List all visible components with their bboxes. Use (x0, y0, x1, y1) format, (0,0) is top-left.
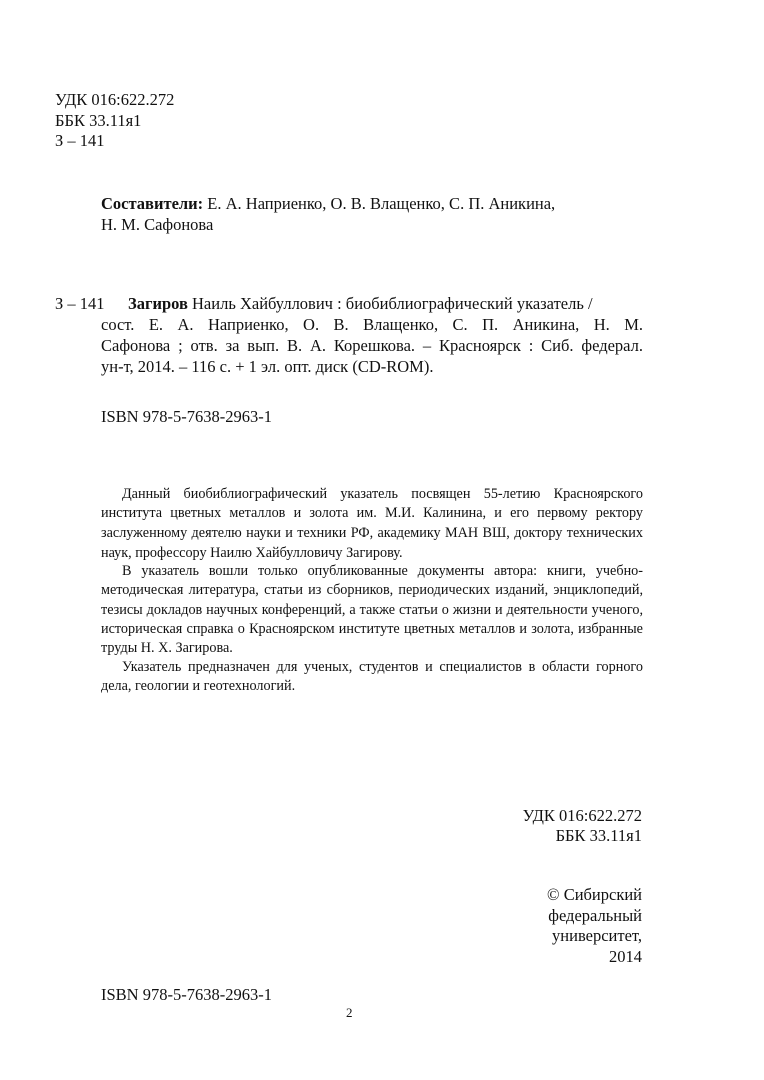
entry-line-3: Сафонова ; отв. за вып. В. А. Корешкова. – Красноярск : Сиб. федерал. (101, 336, 643, 355)
isbn-top: ISBN 978-5-7638-2963-1 (101, 407, 272, 426)
compilers-names: Е. А. Наприенко, О. В. Влащенко, С. П. Аникина, (207, 194, 556, 213)
copyright-symbol: © (547, 885, 560, 904)
isbn-bottom: ISBN 978-5-7638-2963-1 (101, 985, 272, 1004)
abstract-line: дела, геологии и геотехнологий. (101, 678, 296, 694)
abstract-line: заслуженному деятелю науки и техники РФ, академику МАН ВШ, доктору технических (101, 525, 643, 541)
copyright-year: 2014 (609, 947, 642, 966)
abstract-line: Указатель предназначен для ученых, студентов и специалистов в области горного (122, 659, 643, 675)
entry-title: Наиль Хайбуллович : биобиблиографический указатель / (192, 294, 593, 313)
copyright-line-3: университет, (552, 926, 642, 945)
abstract-line: методическая литература, статьи из сборников, периодических изданий, энциклопедий, (101, 582, 643, 598)
bbk-code: ББК 33.11я1 (55, 111, 142, 130)
entry-author: Загиров (128, 294, 188, 313)
copyright-holder: Сибирский (563, 885, 642, 904)
copyright-line-1 (547, 887, 642, 904)
author-mark: З – 141 (55, 131, 105, 150)
copyright-line-2: федеральный (548, 906, 642, 925)
abstract-line: института цветных металлов и золота им. М.И. Калинина, и его первому ректору (101, 505, 643, 521)
entry-line-2: сост. Е. А. Наприенко, О. В. Влащенко, С. П. Аникина, Н. М. (101, 315, 643, 334)
abstract-line: наук, профессору Наилю Хайбулловичу Загирову. (101, 545, 403, 561)
page-number: 2 (346, 1005, 353, 1020)
right-bbk: ББК 33.11я1 (555, 826, 642, 845)
abstract-line: тезисы докладов научных конференций, а также статьи о жизни и деятельности ученого, (101, 602, 643, 618)
abstract-line: труды Н. Х. Загирова. (101, 640, 233, 656)
abstract-line: В указатель вошли только опубликованные документы автора: книги, учебно- (122, 563, 643, 579)
abstract-line: историческая справка о Красноярском институте цветных металлов и золота, избранные (101, 621, 643, 637)
entry-mark: З – 141 (55, 294, 105, 313)
udk-code: УДК 016:622.272 (55, 90, 175, 109)
entry-line-4: ун-т, 2014. – 116 с. + 1 эл. опт. диск (CD-ROM). (101, 357, 434, 376)
compilers-line-1 (101, 196, 555, 213)
right-udk: УДК 016:622.272 (522, 806, 642, 825)
compilers-line-2: Н. М. Сафонова (101, 215, 214, 234)
compilers-label: Составители: (101, 194, 204, 213)
entry-line-1 (128, 296, 593, 313)
abstract-line: Данный биобиблиографический указатель посвящен 55-летию Красноярского (122, 486, 643, 502)
